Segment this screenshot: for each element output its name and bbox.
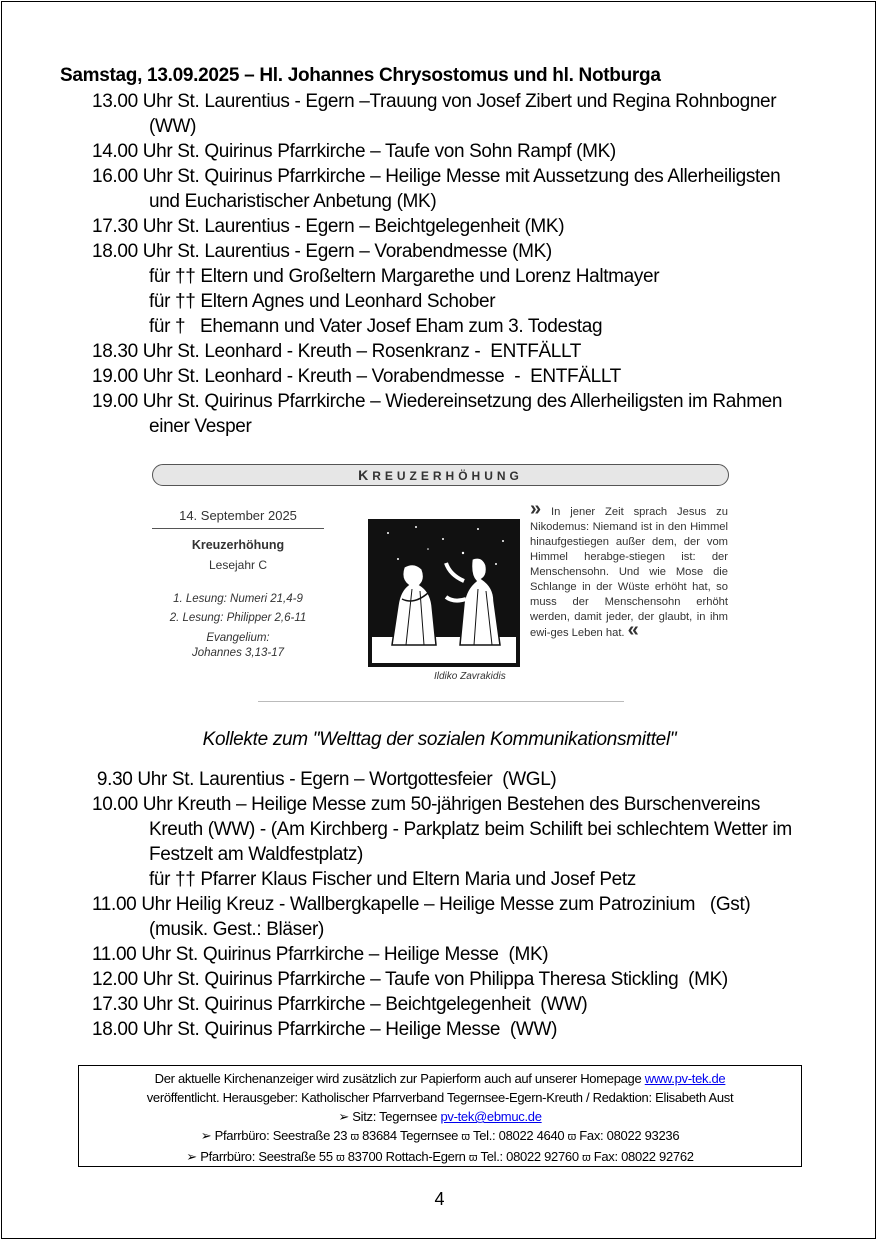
schedule-entry: 17.30 Uhr St. Laurentius - Egern – Beichtgelegenheit (MK) bbox=[92, 216, 565, 237]
entry-continuation: einer Vesper bbox=[149, 416, 252, 437]
saturday-schedule bbox=[92, 89, 832, 439]
gospel-label: Evangelium: bbox=[206, 632, 270, 644]
illustration-jesus-nicodemus bbox=[368, 519, 520, 667]
schedule-entry: 17.30 Uhr St. Quirinus Pfarrkirche – Beichtgelegenheit (WW) bbox=[92, 994, 588, 1015]
schedule-entry: 14.00 Uhr St. Quirinus Pfarrkirche – Taufe von Sohn Rampf (MK) bbox=[92, 141, 616, 162]
mass-intention: für †† Pfarrer Klaus Fischer und Eltern Maria und Josef Petz bbox=[149, 869, 636, 890]
entry-continuation: Kreuth (WW) - (Am Kirchberg - Parkplatz beim Schilift bei schlechtem Wetter im bbox=[149, 819, 792, 840]
schedule-entry bbox=[92, 792, 852, 867]
entry-continuation: und Eucharistischer Anbetung (MK) bbox=[149, 191, 437, 212]
office-fax: Fax: 08022 92762 bbox=[593, 1149, 694, 1164]
page-number: 4 bbox=[434, 1189, 445, 1209]
gospel-reference: Johannes 3,13-17 bbox=[191, 647, 285, 659]
office-phone: Tel.: 08022 92760 bbox=[480, 1149, 579, 1164]
schedule-entry: 18.00 Uhr St. Laurentius - Egern – Vorabendmesse (MK) bbox=[92, 241, 552, 262]
schedule-entry: 12.00 Uhr St. Quirinus Pfarrkirche – Taufe von Philippa Theresa Stickling (MK) bbox=[92, 969, 728, 990]
office-address: Pfarrbüro: Seestraße 23 bbox=[214, 1128, 348, 1143]
email-link[interactable]: pv-tek@ebmuc.de bbox=[440, 1109, 542, 1124]
schedule-entry bbox=[92, 164, 832, 214]
second-reading: 2. Lesung: Philipper 2,6-11 bbox=[169, 612, 307, 624]
bulletin-page bbox=[1, 1, 876, 1239]
schedule-entry: 19.00 Uhr St. Leonhard - Kreuth – Vorabendmesse - ENTFÄLLT bbox=[92, 366, 621, 387]
mass-intention: für †† Eltern Agnes und Leonhard Schober bbox=[149, 291, 496, 312]
divider bbox=[258, 701, 624, 702]
feast-name: Kreuzerhöhung bbox=[191, 538, 285, 552]
sunday-schedule bbox=[92, 767, 852, 1042]
entry-text: 19.00 Uhr St. Quirinus Pfarrkirche – Wiedereinsetzung des Allerheiligsten im Rahmen bbox=[92, 391, 783, 412]
schedule-entry: 18.30 Uhr St. Leonhard - Kreuth – Rosenkranz - ENTFÄLLT bbox=[92, 341, 582, 362]
footer-line-3 bbox=[79, 1107, 801, 1126]
footer-line-2: veröffentlicht. Herausgeber: Katholischer Pfarrverband Tegernsee-Egern-Kreuth / Redaktion: Elisabeth Aust bbox=[146, 1090, 734, 1105]
separator-icon: ϖ bbox=[582, 1152, 591, 1164]
arrow-bullet-icon: ➢ bbox=[200, 1128, 212, 1143]
office-address: Pfarrbüro: Seestraße 55 bbox=[200, 1149, 333, 1164]
feast-banner bbox=[152, 464, 729, 486]
footer-line-1 bbox=[79, 1069, 801, 1088]
schedule-entry bbox=[92, 89, 832, 139]
collection-notice: Kollekte zum "Welttag der sozialen Kommunikationsmittel" bbox=[202, 729, 677, 750]
office-phone: Tel.: 08022 4640 bbox=[473, 1128, 565, 1143]
entry-continuation: (musik. Gest.: Bläser) bbox=[149, 919, 324, 940]
arrow-bullet-icon: ➢ bbox=[186, 1149, 197, 1164]
mass-intention: für †† Eltern und Großeltern Margarethe und Lorenz Haltmayer bbox=[149, 266, 660, 287]
footer-box bbox=[78, 1065, 802, 1167]
footer-line-5 bbox=[79, 1147, 801, 1168]
feast-box bbox=[152, 464, 729, 704]
banner-title: REUZERHÖHUNG bbox=[372, 469, 523, 483]
footer-line-4 bbox=[79, 1126, 801, 1147]
lectionary-year: Lesejahr C bbox=[208, 558, 268, 572]
separator-icon: ϖ bbox=[336, 1152, 345, 1164]
illustration-credit: Ildiko Zavrakidis bbox=[434, 671, 506, 682]
first-reading: 1. Lesung: Numeri 21,4-9 bbox=[173, 593, 303, 605]
feast-date: 14. September 2025 bbox=[152, 508, 324, 529]
entry-text: 16.00 Uhr St. Quirinus Pfarrkirche – Heilige Messe mit Aussetzung des Allerheiligsten bbox=[92, 166, 781, 187]
mass-intention: für † Ehemann und Vater Josef Eham zum 3. Todestag bbox=[149, 316, 603, 337]
entry-text: 11.00 Uhr Heilig Kreuz - Wallbergkapelle – Heilige Messe zum Patrozinium (Gst) bbox=[92, 894, 751, 915]
close-quote-mark: « bbox=[627, 619, 639, 641]
seat-label: Sitz: Tegernsee bbox=[352, 1109, 438, 1124]
office-city: 83700 Rottach-Egern bbox=[347, 1149, 466, 1164]
gospel-excerpt bbox=[530, 498, 728, 641]
open-quote-mark: » bbox=[530, 498, 542, 520]
office-fax: Fax: 08022 93236 bbox=[579, 1128, 680, 1143]
arrow-bullet-icon: ➢ bbox=[338, 1109, 349, 1124]
footer-text: Der aktuelle Kirchenanzeiger wird zusätzlich zur Papierform auch auf unserer Homepage bbox=[154, 1071, 642, 1086]
schedule-entry bbox=[92, 892, 852, 942]
separator-icon: ϖ bbox=[468, 1152, 478, 1164]
schedule-entry: 18.00 Uhr St. Quirinus Pfarrkirche – Heilige Messe (WW) bbox=[92, 1019, 558, 1040]
banner-initial: K bbox=[358, 467, 373, 483]
separator-icon: ϖ bbox=[461, 1131, 470, 1143]
separator-icon: ϖ bbox=[567, 1131, 576, 1143]
schedule-entry: 9.30 Uhr St. Laurentius - Egern – Wortgottesfeier (WGL) bbox=[92, 769, 557, 790]
separator-icon: ϖ bbox=[350, 1131, 359, 1143]
entry-text: 13.00 Uhr St. Laurentius - Egern –Trauung von Josef Zibert und Regina Rohnbogner bbox=[92, 91, 777, 112]
gospel-text: In jener Zeit sprach Jesus zu Nikodemus: Niemand ist in den Himmel hinaufgestiegen außer dem, der vom Himmel herabge-stiegen ist: der Menschensohn. Und wie Mose die Schlange in der Wüste erhöht hat, so muss der Menschensohn erhöht werden, damit jeder, der glaubt, in ihm ewi-ges Leben hat. bbox=[530, 506, 728, 639]
office-city: 83684 Tegernsee bbox=[362, 1128, 459, 1143]
schedule-entry bbox=[92, 389, 832, 439]
entry-continuation: (WW) bbox=[149, 116, 197, 137]
schedule-entry: 11.00 Uhr St. Quirinus Pfarrkirche – Heilige Messe (MK) bbox=[92, 944, 549, 965]
homepage-link[interactable]: www.pv-tek.de bbox=[644, 1071, 726, 1086]
day-heading: Samstag, 13.09.2025 – Hl. Johannes Chrysostomus und hl. Notburga bbox=[60, 65, 661, 86]
feast-info bbox=[152, 508, 324, 661]
entry-continuation: Festzelt am Waldfestplatz) bbox=[149, 844, 364, 865]
entry-text: 10.00 Uhr Kreuth – Heilige Messe zum 50-jährigen Bestehen des Burschenvereins bbox=[92, 794, 760, 815]
